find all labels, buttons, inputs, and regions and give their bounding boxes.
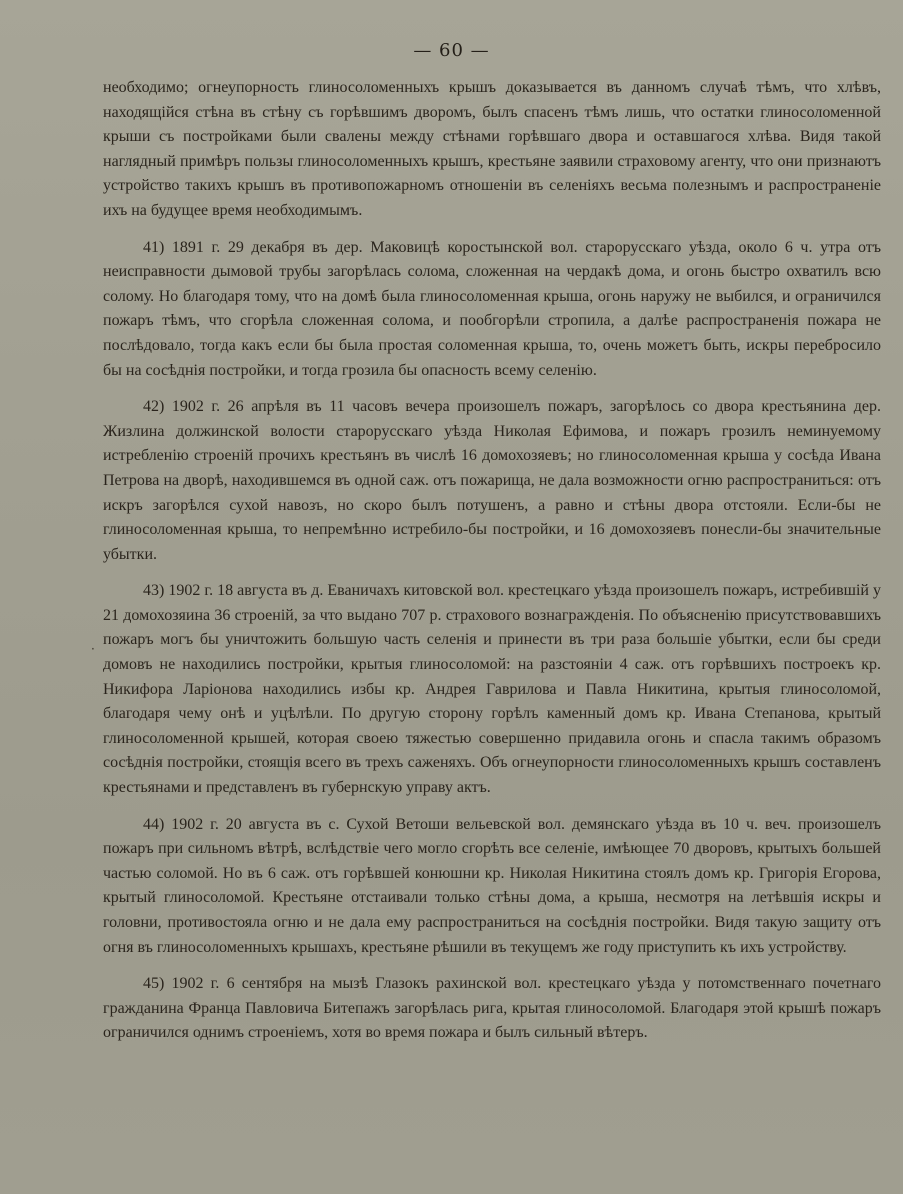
paragraph-42: 42) 1902 г. 26 апрѣля въ 11 часовъ вечера произошелъ пожаръ, загорѣлось со двора крестьянина дер. Жизлина должинской волости старорусскаго уѣзда Николая Ефимова, и пожаръ грозилъ неминуемому истребленію строеній прочихъ крестьянъ въ числѣ 16 домохозяевъ; но глиносоломенная крыша у сосѣда Ивана Петрова на дворѣ, находившемся въ одной саж. отъ пожарища, не дала возможности огню распространиться: отъ искръ загорѣлся сухой навозъ, но скоро былъ потушенъ, а равно и стѣны двора отстояли. Если-бы не глиносоломенная крыша, то непремѣнно истребило-бы постройки, и 16 домохозяевъ понесли-бы значительные убытки.: [103, 398, 881, 563]
paragraph-44: 44) 1902 г. 20 августа въ с. Сухой Ветоши вельевской вол. демянскаго уѣзда въ 10 ч. веч. произошелъ пожаръ при сильномъ вѣтрѣ, вслѣдствіе чего могло сгорѣть все селеніе, имѣющее 70 дворовъ, крытыхъ большей частью соломой. Но въ 6 саж. отъ горѣвшей конюшни кр. Николая Никитина стоялъ домъ кр. Григорія Егорова, крытый глиносоломой. Крестьяне отстаивали только стѣны дома, а крыша, несмотря на летѣвшія искры и головни, противостояла огню и не дала ему распространиться на сосѣднія постройки. Видя такую защиту отъ огня въ глиносоломенныхъ крышахъ, крестьяне рѣшили въ текущемъ же году приступить къ ихъ устройству.: [103, 815, 881, 956]
margin-mark: ·: [91, 642, 95, 656]
page-number: — 60 —: [413, 40, 490, 61]
paragraph-45: 45) 1902 г. 6 сентября на мызѣ Глазокъ рахинской вол. крестецкаго уѣзда у потомственнаго почетнаго гражданина Франца Павловича Битепажъ загорѣлась рига, крытая глиносоломой. Благодаря этой крышѣ пожаръ ограничился однимъ строеніемъ, хотя во время пожара и былъ сильный вѣтеръ.: [103, 975, 881, 1042]
body-text: [103, 76, 881, 1058]
paragraph-41: 41) 1891 г. 29 декабря въ дер. Маковицѣ коростынской вол. старорусскаго уѣзда, около 6 ч. утра отъ неисправности дымовой трубы загорѣлась солома, сложенная на чердакѣ дома, и огонь быстро охватилъ всю солому. Но благодаря тому, что на домѣ была глиносоломенная крыша, огонь наружу не выбился, и ограничился пожаръ тѣмъ, что сгорѣла сложенная солома, и пообгорѣли стропила, а далѣе распространенія пожара не послѣдовало, тогда какъ если бы была простая соломенная крыша, то, очень можетъ быть, искры перебросило бы на сосѣднія постройки, и тогда грозила бы опасность всему селенію.: [103, 238, 881, 379]
paragraph-43: 43) 1902 г. 18 августа въ д. Еваничахъ китовской вол. крестецкаго уѣзда произошелъ пожаръ, истребившій у 21 домохозяина 36 строеній, за что выдано 707 р. страхового вознагражденія. По объясненію присутствовавшихъ пожаръ могъ бы уничтожить большую часть селенія и принести въ три раза большіе убытки, если бы среди домовъ не находились постройки, крытыя глиносоломой: на разстояніи 4 саж. отъ горѣвшихъ построекъ кр. Никифора Ларіонова находились избы кр. Андрея Гаврилова и Павла Никитина, крытыя глиносоломой, благодаря чему онѣ и уцѣлѣли. По другую сторону горѣлъ каменный домъ кр. Ивана Степанова, крытый глиносоломенной крышей, которая своею тяжестью совершенно придавила огонь и спасла такимъ образомъ сосѣднія постройки, стоящія всего въ трехъ саженяхъ. Объ огнеупорности глиносоломенныхъ крышъ составленъ крестьянами и представленъ въ губернскую управу актъ.: [103, 582, 881, 797]
paragraph-continuation: необходимо; огнеупорность глиносоломенныхъ крышъ доказывается въ данномъ случаѣ тѣмъ, что хлѣвъ, находящійся стѣна въ стѣну съ горѣвшимъ дворомъ, былъ спасенъ тѣмъ лишь, что остатки глиносоломенной крыши съ постройками были свалены между стѣнами горѣвшаго двора и оставшагося хлѣва. Видя такой наглядный примѣръ пользы глиносоломенныхъ крышъ, крестьяне заявили страховому агенту, что они признаютъ устройство такихъ крышъ въ противопожарномъ отношеніи въ селеніяхъ весьма полезнымъ и распространеніе ихъ на будущее время необходимымъ.: [103, 79, 881, 219]
